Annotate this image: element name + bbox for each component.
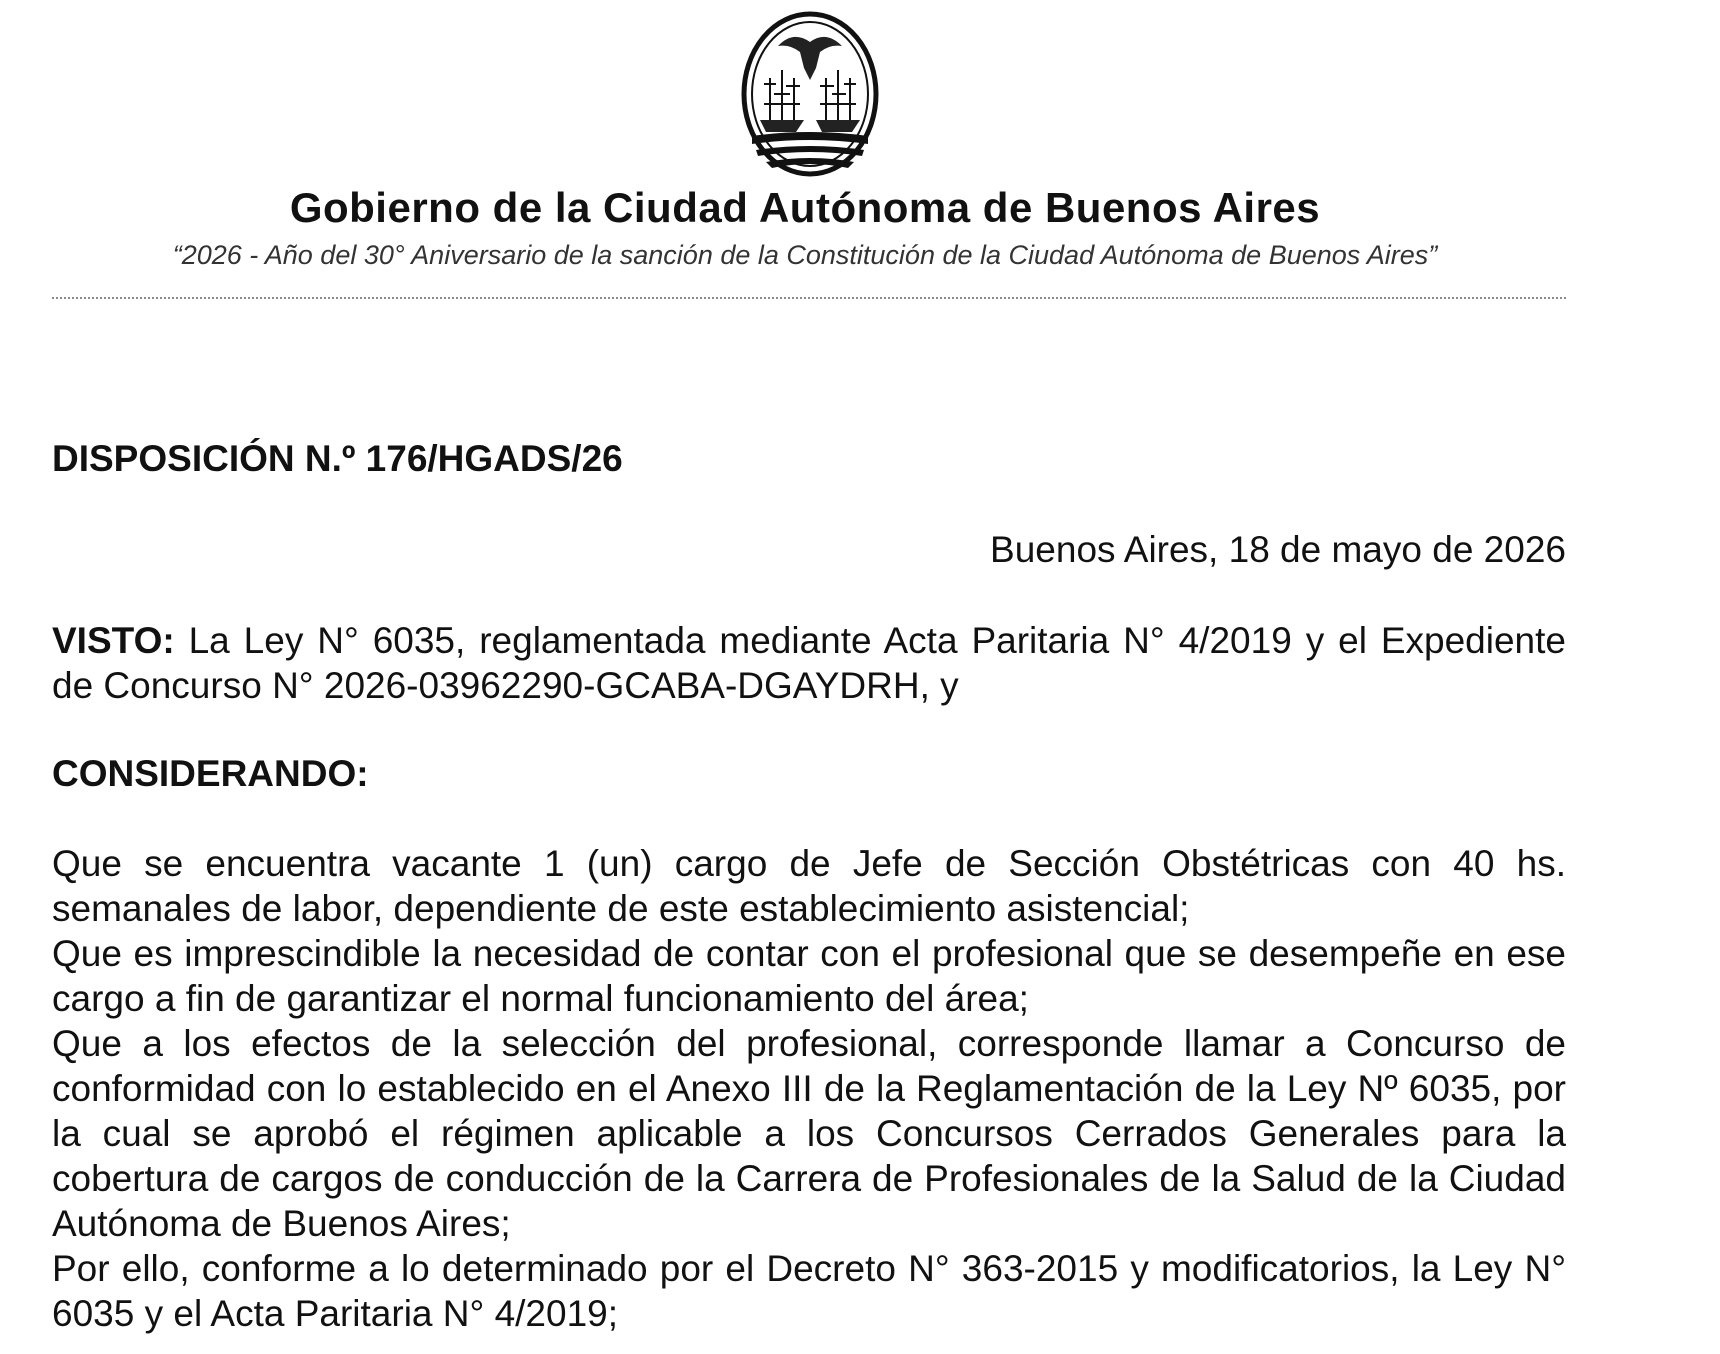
government-name: Gobierno de la Ciudad Autónoma de Buenos Aires: [289, 184, 1321, 231]
header-divider: [52, 297, 1566, 299]
visto-paragraph: [52, 618, 1566, 708]
city-seal-logo: [738, 8, 882, 180]
disposition-number: DISPOSICIÓN N.º 176/HGADS/26: [52, 438, 623, 479]
considerandos-list: [52, 841, 1566, 1336]
considerando-heading: CONSIDERANDO:: [52, 753, 369, 794]
considerando-item: Por ello, conforme a lo determinado por el Decreto N° 363-2015 y modificatorios, la Ley N° 6035 y el Acta Paritaria N° 4/2019;: [52, 1248, 1566, 1334]
considerando-item: Que es imprescindible la necesidad de contar con el profesional que se desempeñe en ese cargo a fin de garantizar el normal funcionamiento del área;: [52, 933, 1566, 1019]
year-motto: “2026 - Año del 30° Aniversario de la sanción de la Constitución de la Ciudad Autónoma de Buenos Aires”: [172, 240, 1438, 270]
place-and-date: Buenos Aires, 18 de mayo de 2026: [990, 529, 1566, 570]
visto-text: La Ley N° 6035, reglamentada mediante Acta Paritaria N° 4/2019 y el Expediente de Concurso N° 2026-03962290-GCABA-DGAYDRH, y: [52, 620, 1566, 706]
considerando-item: Que se encuentra vacante 1 (un) cargo de Jefe de Sección Obstétricas con 40 hs. semanales de labor, dependiente de este establecimiento asistencial;: [52, 843, 1566, 929]
visto-label: VISTO:: [52, 620, 175, 661]
considerando-item: Que a los efectos de la selección del profesional, corresponde llamar a Concurso de conformidad con lo establecido en el Anexo III de la Reglamentación de la Ley Nº 6035, por la cual se aprobó el régimen aplicable a los Concursos Cerrados Generales para la cobertura de cargos de conducción de la Carrera de Profesionales de la Salud de la Ciudad Autónoma de Buenos Aires;: [52, 1023, 1566, 1244]
